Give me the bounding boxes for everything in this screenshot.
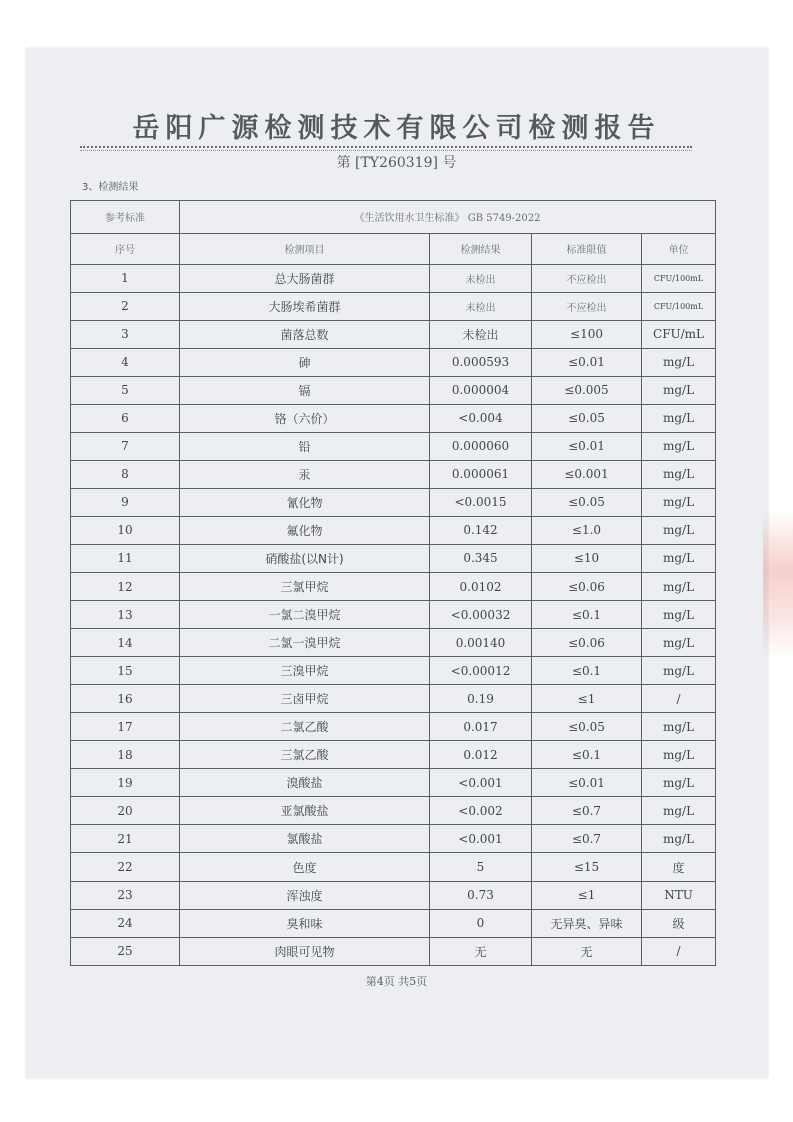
row-index: 7: [71, 432, 180, 460]
test-result: 0.000593: [430, 348, 532, 376]
test-item: 三氯乙酸: [180, 741, 430, 769]
header-row: [71, 233, 716, 264]
row-index: 10: [71, 516, 180, 544]
unit: mg/L: [642, 657, 716, 685]
table-row: [71, 376, 716, 404]
test-result: 5: [430, 853, 532, 881]
row-index: 3: [71, 320, 180, 348]
unit: mg/L: [642, 741, 716, 769]
unit: mg/L: [642, 713, 716, 741]
row-index: 2: [71, 292, 180, 320]
unit: mg/L: [642, 601, 716, 629]
unit: /: [642, 685, 716, 713]
test-item: 亚氯酸盐: [180, 797, 430, 825]
test-result: 未检出: [430, 264, 532, 292]
row-index: 6: [71, 404, 180, 432]
unit: NTU: [642, 881, 716, 909]
row-index: 5: [71, 376, 180, 404]
row-index: 9: [71, 488, 180, 516]
test-result: <0.002: [430, 797, 532, 825]
standard-limit: 无异臭、异味: [532, 909, 642, 937]
test-item: 溴酸盐: [180, 769, 430, 797]
test-result: 0.000061: [430, 460, 532, 488]
test-item: 臭和味: [180, 909, 430, 937]
table-row: [71, 348, 716, 376]
standard-limit: ≤0.7: [532, 797, 642, 825]
standard-limit: ≤0.001: [532, 460, 642, 488]
standard-limit: ≤0.01: [532, 432, 642, 460]
report-title: 岳阳广源检测技术有限公司检测报告: [132, 113, 661, 144]
table-row: [71, 573, 716, 601]
row-index: 25: [71, 937, 180, 965]
test-result: <0.0015: [430, 488, 532, 516]
test-item: 汞: [180, 460, 430, 488]
standard-limit: ≤0.1: [532, 741, 642, 769]
table-row: [71, 488, 716, 516]
test-item: 总大肠菌群: [180, 264, 430, 292]
table-row: [71, 825, 716, 853]
standard-limit: ≤1: [532, 881, 642, 909]
row-index: 23: [71, 881, 180, 909]
unit: CFU/100mL: [642, 292, 716, 320]
row-index: 1: [71, 264, 180, 292]
test-result: 0.012: [430, 741, 532, 769]
page-footer: 第4页 共5页: [365, 975, 428, 988]
test-result: 未检出: [430, 292, 532, 320]
standard-limit: ≤0.1: [532, 601, 642, 629]
row-index: 16: [71, 685, 180, 713]
results-table: [70, 200, 716, 966]
unit: mg/L: [642, 825, 716, 853]
standard-limit: ≤0.06: [532, 573, 642, 601]
unit: mg/L: [642, 404, 716, 432]
row-index: 8: [71, 460, 180, 488]
unit: mg/L: [642, 629, 716, 657]
test-item: 三卤甲烷: [180, 685, 430, 713]
standard-limit: ≤100: [532, 320, 642, 348]
test-result: 未检出: [430, 320, 532, 348]
table-row: [71, 404, 716, 432]
test-result: 0.0102: [430, 573, 532, 601]
test-item: 铬（六价）: [180, 404, 430, 432]
header-result: 检测结果: [430, 233, 532, 264]
table-row: [71, 516, 716, 544]
report-number: 第 [TY260319] 号: [336, 155, 457, 171]
standard-limit: ≤0.7: [532, 825, 642, 853]
unit: mg/L: [642, 432, 716, 460]
test-item: 二氯一溴甲烷: [180, 629, 430, 657]
row-index: 22: [71, 853, 180, 881]
standard-limit: 不应检出: [532, 292, 642, 320]
test-result: <0.004: [430, 404, 532, 432]
row-index: 13: [71, 601, 180, 629]
table-row: [71, 685, 716, 713]
standard-limit: ≤10: [532, 544, 642, 572]
standard-limit: ≤0.01: [532, 348, 642, 376]
reference-value: 《生活饮用水卫生标准》 GB 5749-2022: [180, 201, 716, 234]
header-index: 序号: [71, 233, 180, 264]
unit: mg/L: [642, 376, 716, 404]
unit: mg/L: [642, 516, 716, 544]
reference-row: [71, 201, 716, 234]
reference-label: 参考标准: [71, 201, 180, 234]
red-seal-fragment: [763, 510, 793, 660]
test-result: 0.017: [430, 713, 532, 741]
table-row: [71, 909, 716, 937]
unit: mg/L: [642, 544, 716, 572]
standard-limit: ≤0.05: [532, 488, 642, 516]
table-row: [71, 320, 716, 348]
header-unit: 单位: [642, 233, 716, 264]
standard-limit: 不应检出: [532, 264, 642, 292]
test-item: 浑浊度: [180, 881, 430, 909]
test-item: 砷: [180, 348, 430, 376]
row-index: 15: [71, 657, 180, 685]
row-index: 4: [71, 348, 180, 376]
test-item: 菌落总数: [180, 320, 430, 348]
standard-limit: ≤0.05: [532, 713, 642, 741]
unit: mg/L: [642, 573, 716, 601]
test-result: <0.00012: [430, 657, 532, 685]
standard-limit: ≤1.0: [532, 516, 642, 544]
test-result: 0.00140: [430, 629, 532, 657]
unit: mg/L: [642, 769, 716, 797]
unit: 级: [642, 909, 716, 937]
table-row: [71, 713, 716, 741]
row-index: 11: [71, 544, 180, 572]
test-item: 铅: [180, 432, 430, 460]
row-index: 18: [71, 741, 180, 769]
standard-limit: ≤0.1: [532, 657, 642, 685]
test-result: <0.00032: [430, 601, 532, 629]
unit: CFU/mL: [642, 320, 716, 348]
row-index: 20: [71, 797, 180, 825]
test-item: 氯酸盐: [180, 825, 430, 853]
unit: /: [642, 937, 716, 965]
test-item: 镉: [180, 376, 430, 404]
table-row: [71, 657, 716, 685]
test-item: 大肠埃希菌群: [180, 292, 430, 320]
table-row: [71, 264, 716, 292]
unit: mg/L: [642, 348, 716, 376]
test-item: 氟化物: [180, 516, 430, 544]
standard-limit: ≤1: [532, 685, 642, 713]
unit: CFU/100mL: [642, 264, 716, 292]
test-result: 0.73: [430, 881, 532, 909]
test-item: 硝酸盐(以N计): [180, 544, 430, 572]
unit: mg/L: [642, 460, 716, 488]
test-result: 无: [430, 937, 532, 965]
header-limit: 标准限值: [532, 233, 642, 264]
row-index: 14: [71, 629, 180, 657]
row-index: 24: [71, 909, 180, 937]
test-result: 0.000004: [430, 376, 532, 404]
unit: mg/L: [642, 488, 716, 516]
row-index: 17: [71, 713, 180, 741]
table-row: [71, 853, 716, 881]
test-item: 二氯乙酸: [180, 713, 430, 741]
table-row: [71, 292, 716, 320]
standard-limit: ≤0.06: [532, 629, 642, 657]
test-item: 一氯二溴甲烷: [180, 601, 430, 629]
test-result: 0.142: [430, 516, 532, 544]
table-row: [71, 432, 716, 460]
test-result: <0.001: [430, 825, 532, 853]
table-row: [71, 460, 716, 488]
standard-limit: ≤15: [532, 853, 642, 881]
table-row: [71, 741, 716, 769]
test-item: 三氯甲烷: [180, 573, 430, 601]
test-result: 0.345: [430, 544, 532, 572]
standard-limit: ≤0.01: [532, 769, 642, 797]
table-row: [71, 881, 716, 909]
test-item: 色度: [180, 853, 430, 881]
table-row: [71, 937, 716, 965]
test-result: 0.000060: [430, 432, 532, 460]
table-row: [71, 797, 716, 825]
standard-limit: 无: [532, 937, 642, 965]
table-row: [71, 629, 716, 657]
title-divider: [80, 146, 692, 148]
header-item: 检测项目: [180, 233, 430, 264]
test-result: <0.001: [430, 769, 532, 797]
test-item: 肉眼可见物: [180, 937, 430, 965]
test-result: 0: [430, 909, 532, 937]
row-index: 21: [71, 825, 180, 853]
standard-limit: ≤0.05: [532, 404, 642, 432]
row-index: 19: [71, 769, 180, 797]
unit: 度: [642, 853, 716, 881]
standard-limit: ≤0.005: [532, 376, 642, 404]
unit: mg/L: [642, 797, 716, 825]
row-index: 12: [71, 573, 180, 601]
table-row: [71, 544, 716, 572]
table-row: [71, 601, 716, 629]
test-result: 0.19: [430, 685, 532, 713]
test-item: 氰化物: [180, 488, 430, 516]
section-label: 3、检测结果: [82, 182, 139, 193]
test-item: 三溴甲烷: [180, 657, 430, 685]
table-row: [71, 769, 716, 797]
title-divider-secondary: [80, 150, 692, 151]
